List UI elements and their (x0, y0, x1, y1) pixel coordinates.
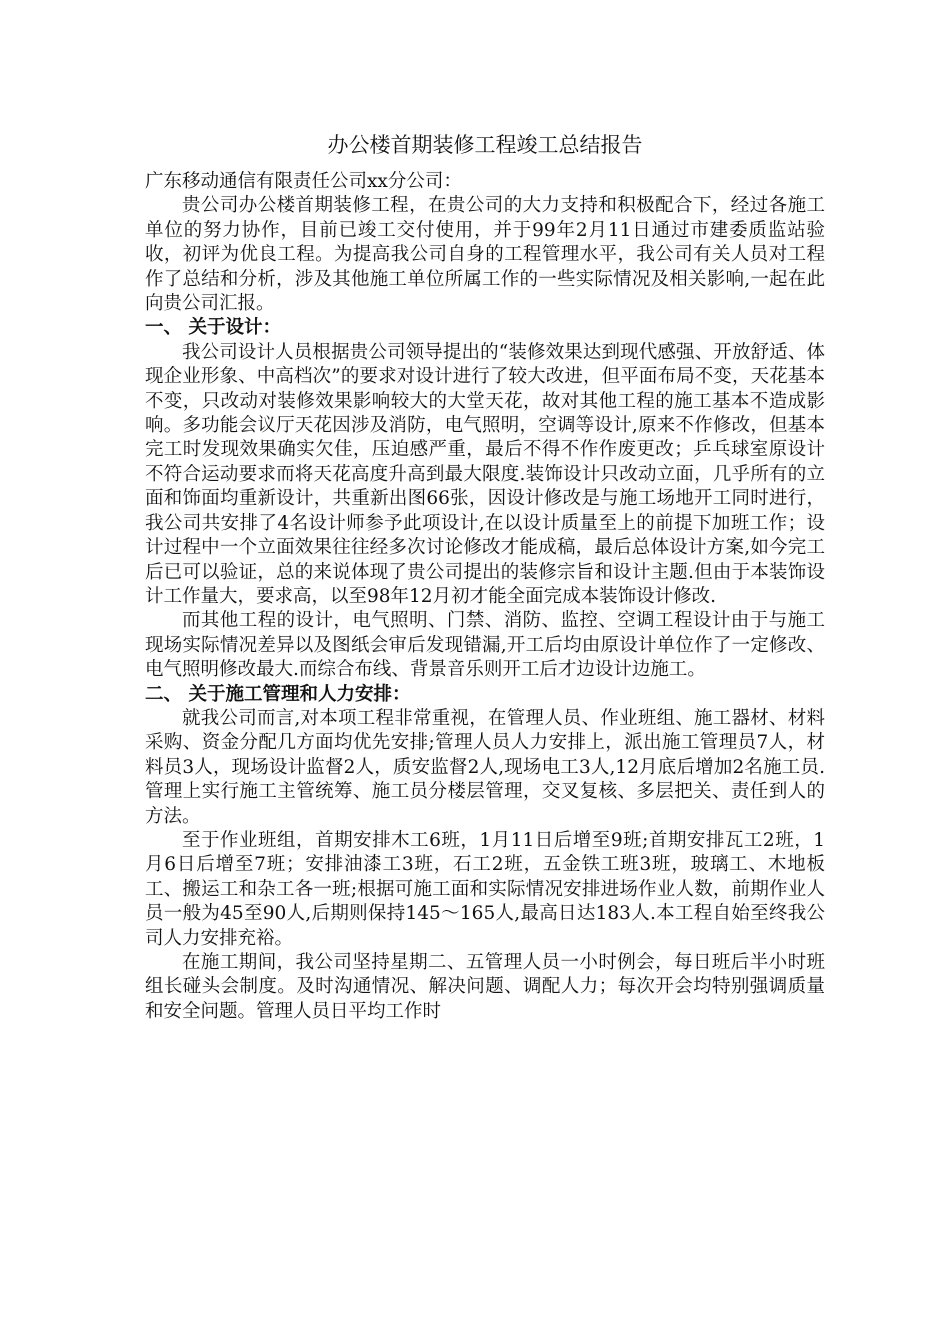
design-paragraph-2: 而其他工程的设计，电气照明、门禁、消防、监控、空调工程设计由于与施工现场实际情况差异以及图纸会审后发现错漏,开工后均由原设计单位作了一定修改、电气照明修改最大.而综合布线、背景音乐则开工后才边设计边施工。 (145, 610, 825, 681)
document-title: 办公楼首期装修工程竣工总结报告 (327, 133, 643, 157)
management-paragraph-1: 就我公司而言,对本项工程非常重视，在管理人员、作业班组、施工器材、材料采购、资金分配几方面均优先安排;管理人员人力安排上，派出施工管理员7人，材料员3人，现场设计监督2人，质安监督2人,现场电工3人,12月底后增加2名施工员.管理上实行施工主管统筹、施工员分楼层管理，交叉复核、多层把关、责任到人的方法。 (145, 707, 825, 827)
management-paragraph-3: 在施工期间，我公司坚持星期二、五管理人员一小时例会，每日班后半小时班组长碰头会制度。及时沟通情况、解决问题、调配人力；每次开会均特别强调质量和安全问题。管理人员日平均工作时 (145, 952, 825, 1022)
section-heading-management: 二、 关于施工管理和人力安排： (145, 683, 411, 705)
intro-paragraph: 贵公司办公楼首期装修工程，在贵公司的大力支持和积极配合下，经过各施工单位的努力协作，目前已竣工交付使用，并于99年2月11日通过市建委质监站验收，初评为优良工程。为提高我公司自身的工程管理水平，我公司有关人员对工程作了总结和分析，涉及其他施工单位所属工作的一些实际情况及相关影响,一起在此向贵公司汇报。 (145, 195, 825, 315)
design-paragraph-1: 我公司设计人员根据贵公司领导提出的“装修效果达到现代感强、开放舒适、体现企业形象、中高档次”的要求对设计进行了较大改进，但平面布局不变，天花基本不变，只改动对装修效果影响较大的大堂天花，故对其他工程的施工基本不造成影响。多功能会议厅天花因涉及消防，电气照明，空调等设计,原来不作修改，但基本完工时发现效果确实欠佳，压迫感严重，最后不得不作作废更改；乒乓球室原设计不符合运动要求而将天花高度升高到最大限度.装饰设计只改动立面，几乎所有的立面和饰面均重新设计，共重新出图66张，因设计修改是与施工场地开工同时进行，我公司共安排了4名设计师参予此项设计,在以设计质量至上的前提下加班工作；设计过程中一个立面效果往往经多次讨论修改才能成稿，最后总体设计方案,如今完工后已可以验证，总的来说体现了贵公司提出的装修宗旨和设计主题.但由于本装饰设计工作量大，要求高，以至98年12月初才能全面完成本装饰设计修改. (145, 341, 825, 607)
document-page (145, 132, 825, 1024)
section-heading-design: 一、 关于设计： (145, 317, 281, 339)
management-paragraph-2: 至于作业班组，首期安排木工6班，1月11日后增至9班;首期安排瓦工2班，1月6日后增至7班；安排油漆工3班，石工2班，五金铁工班3班，玻璃工、木地板工、搬运工和杂工各一班;根据可施工面和实际情况安排进场作业人数，前期作业人员一般为45至90人,后期则保持145～165人,最高日达183人.本工程自始至终我公司人力安排充裕。 (145, 829, 825, 949)
salutation: 广东移动通信有限责任公司xx分公司： (145, 171, 462, 192)
